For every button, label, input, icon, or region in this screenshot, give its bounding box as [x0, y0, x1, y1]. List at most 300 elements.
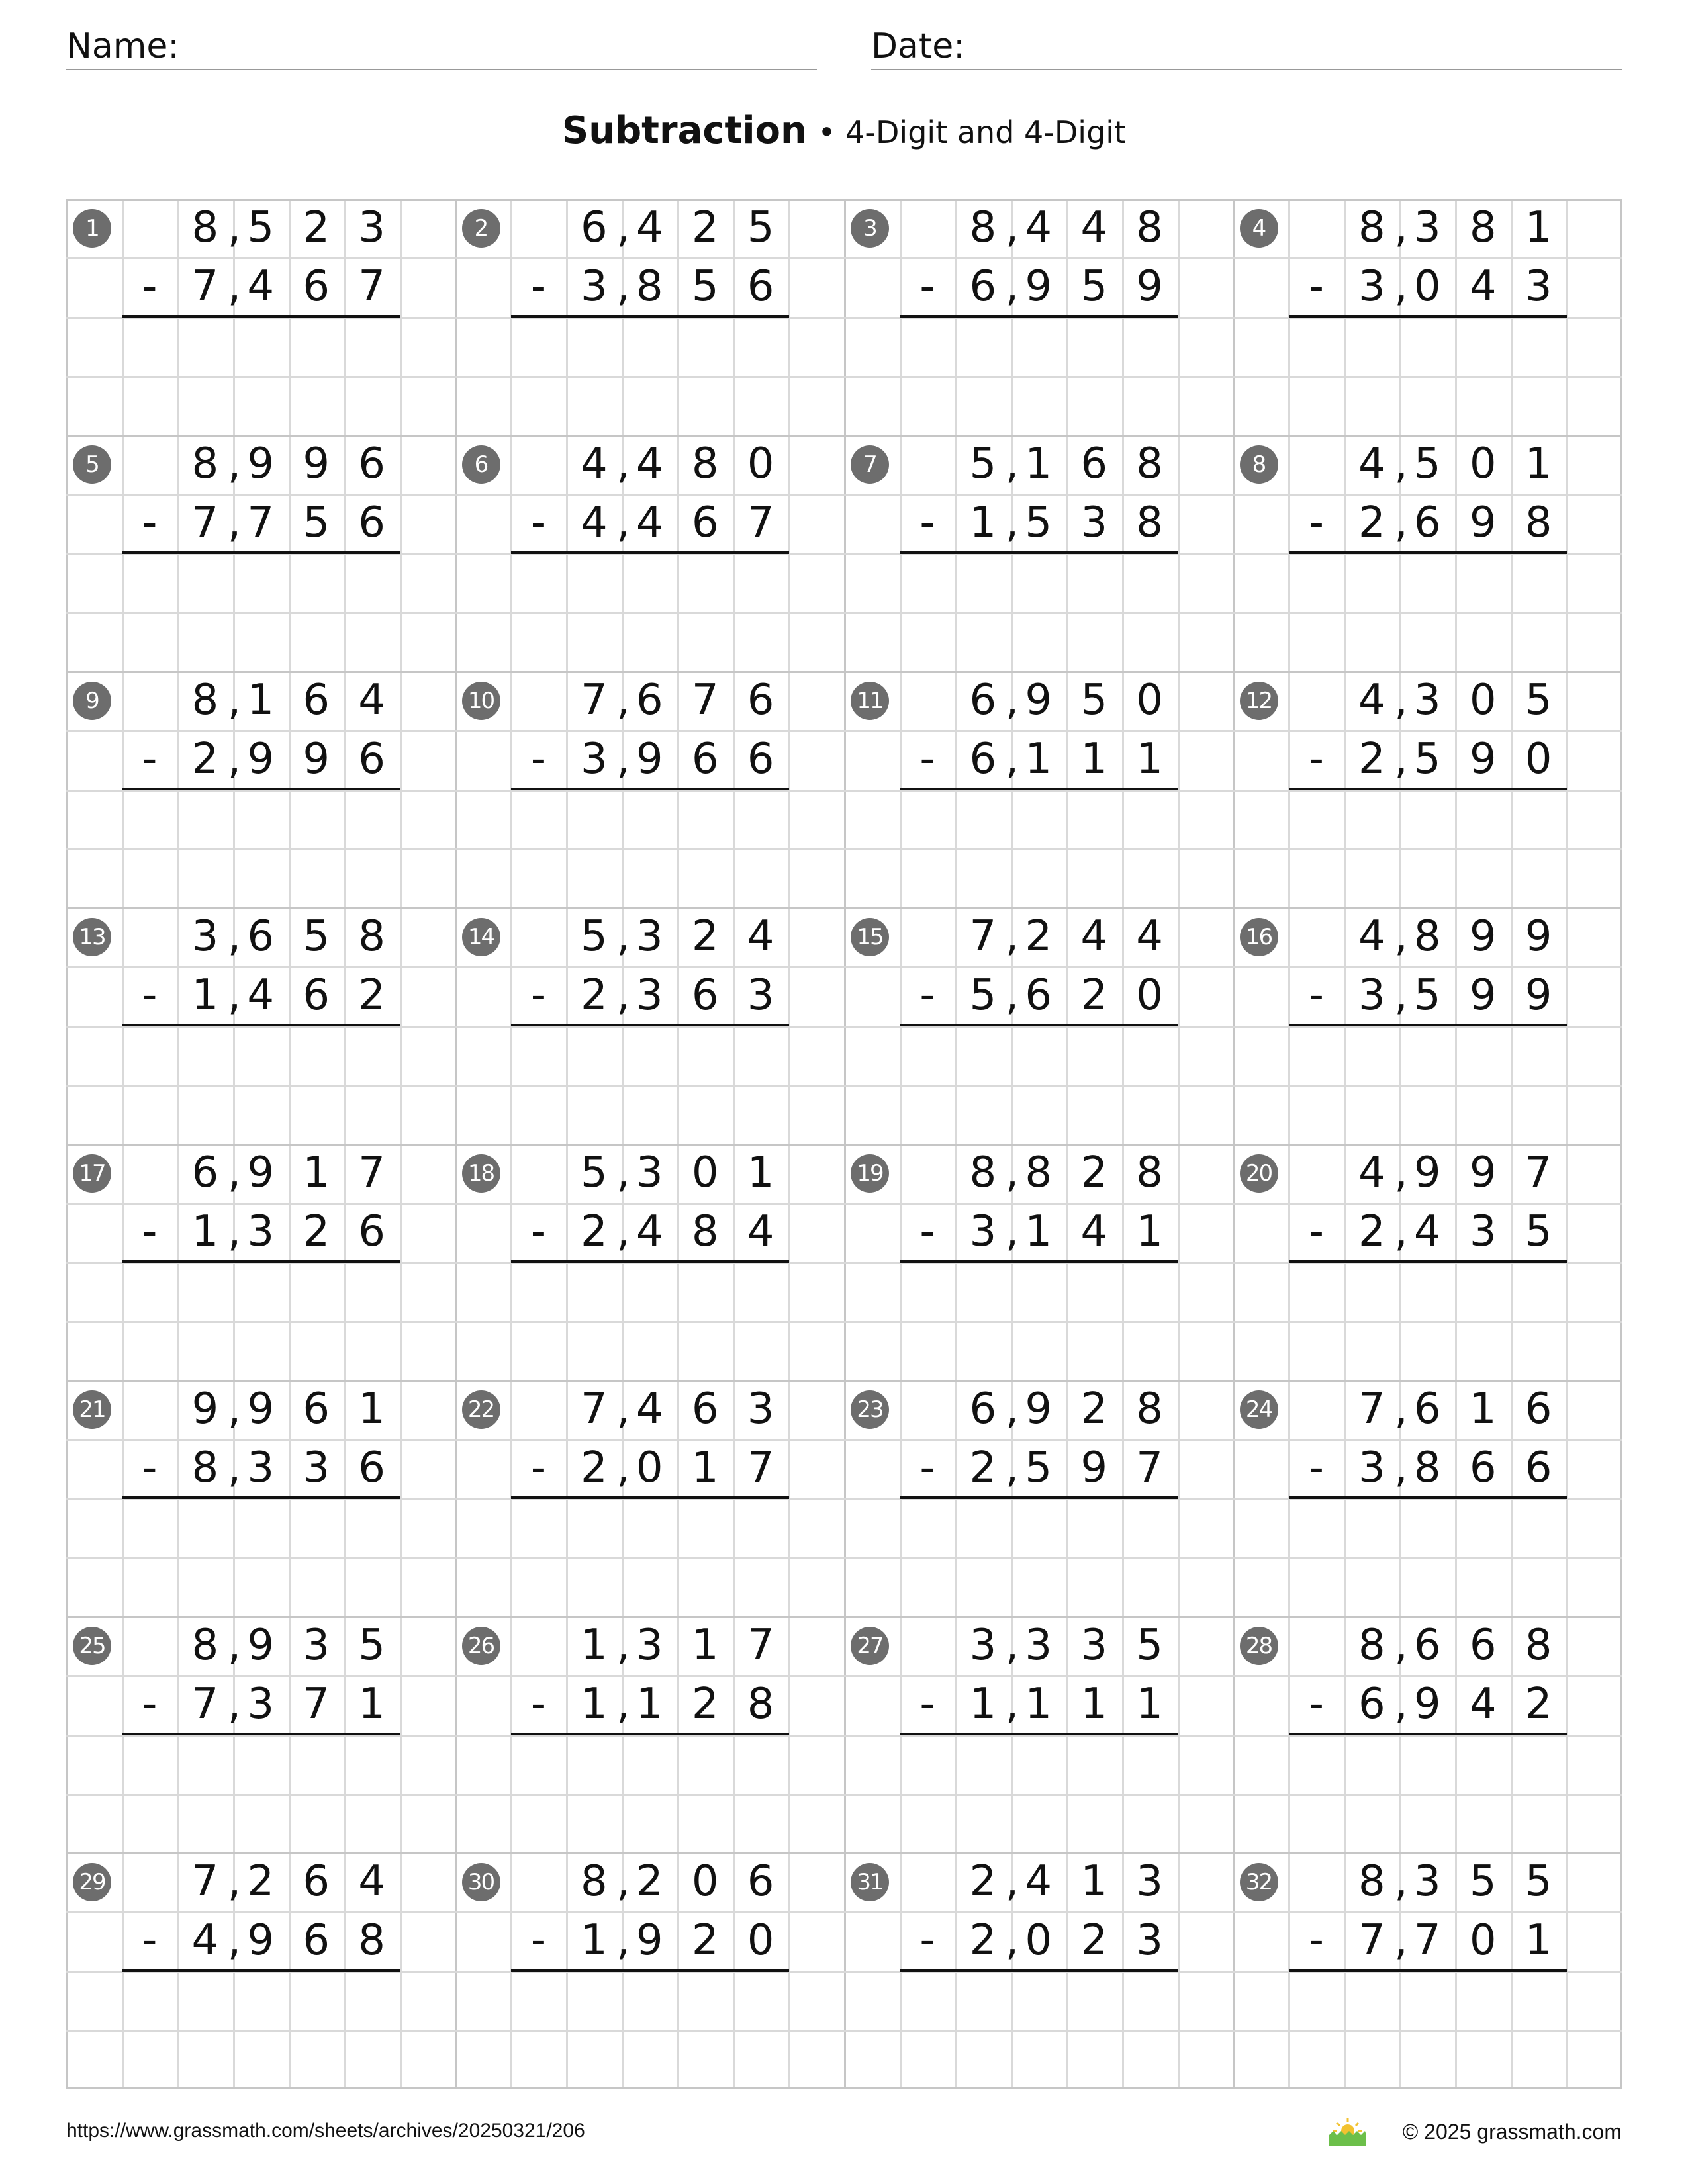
bottom-digit: 4 [247, 971, 275, 1021]
top-digit: 6 [1524, 1385, 1552, 1433]
top-comma: , [616, 1621, 630, 1670]
bottom-digit: 9 [303, 735, 330, 784]
bottom-digit: 9 [635, 1916, 663, 1966]
top-comma: , [227, 439, 242, 488]
bottom-digit: 3 [635, 971, 663, 1021]
problem-number-badge: 22 [462, 1390, 500, 1429]
answer-line [511, 1024, 789, 1026]
problem-number-badge: 18 [462, 1154, 500, 1193]
top-digit: 4 [1358, 1148, 1385, 1197]
answer-line [122, 1496, 400, 1499]
answer-line [900, 1496, 1178, 1499]
page-title [0, 105, 1688, 159]
answer-area[interactable] [900, 320, 1178, 373]
date-label: Date: [871, 26, 965, 66]
top-digit: 8 [1413, 912, 1441, 961]
bottom-digit: 1 [635, 1680, 663, 1729]
minus-sign: - [142, 971, 158, 1021]
problem-number-badge: 14 [462, 918, 500, 956]
title-main: Subtraction [561, 109, 807, 152]
problem-number-badge: 24 [1240, 1390, 1278, 1429]
bottom-digit: 3 [747, 971, 774, 1021]
problem-number-badge: 7 [851, 445, 889, 484]
bottom-digit: 1 [1025, 1207, 1053, 1257]
bottom-digit: 3 [247, 1207, 275, 1257]
problem-22 [455, 1380, 844, 1616]
answer-area[interactable] [900, 792, 1178, 846]
minus-sign: - [919, 735, 935, 784]
bottom-digit: 7 [303, 1680, 330, 1729]
bottom-digit: 7 [1136, 1443, 1163, 1493]
bottom-digit: 9 [1524, 971, 1552, 1021]
bottom-digit: 9 [1413, 1680, 1441, 1729]
bottom-comma: , [616, 1443, 630, 1493]
top-digit: 8 [191, 1621, 219, 1670]
problem-number-badge: 6 [462, 445, 500, 484]
bottom-digit: 2 [691, 1916, 719, 1966]
top-digit: 6 [303, 676, 330, 725]
date-field[interactable] [871, 24, 1622, 70]
answer-line [511, 788, 789, 790]
bottom-digit: 6 [1025, 971, 1053, 1021]
top-digit: 1 [1524, 203, 1552, 252]
bottom-digit: 7 [1413, 1916, 1441, 1966]
top-digit: 6 [969, 1385, 997, 1433]
problem-5 [66, 435, 455, 671]
answer-area[interactable] [1288, 1265, 1566, 1318]
bottom-digit: 2 [191, 735, 219, 784]
top-digit: 6 [247, 912, 275, 961]
top-digit: 8 [1524, 1621, 1552, 1670]
problem-number-badge: 13 [73, 918, 111, 956]
answer-line [900, 1969, 1178, 1972]
minus-sign: - [530, 735, 546, 784]
top-digit: 6 [1469, 1621, 1497, 1670]
top-comma: , [1005, 439, 1019, 488]
answer-line [1289, 1260, 1567, 1263]
top-digit: 5 [747, 203, 774, 252]
bottom-digit: 2 [358, 971, 385, 1021]
bottom-digit: 2 [1358, 1207, 1385, 1257]
top-digit: 3 [1413, 203, 1441, 252]
problem-3 [844, 199, 1233, 435]
bottom-comma: , [616, 498, 630, 548]
answer-line [1289, 1969, 1567, 1972]
problem-number-badge: 1 [73, 209, 111, 248]
top-digit: 1 [747, 1148, 774, 1197]
top-digit: 8 [580, 1857, 608, 1906]
bottom-digit: 1 [691, 1443, 719, 1493]
answer-line [1289, 1496, 1567, 1499]
top-digit: 8 [1358, 1621, 1385, 1670]
answer-line [1289, 1733, 1567, 1735]
top-digit: 7 [580, 676, 608, 725]
bottom-comma: , [227, 498, 242, 548]
answer-area[interactable] [1288, 1974, 1566, 2027]
answer-area[interactable] [1288, 556, 1566, 610]
bottom-digit: 5 [1413, 971, 1441, 1021]
problem-number-badge: 26 [462, 1627, 500, 1665]
bottom-digit: 9 [1469, 735, 1497, 784]
bottom-digit: 1 [1136, 735, 1163, 784]
answer-area[interactable] [900, 556, 1178, 610]
problem-11 [844, 671, 1233, 907]
top-comma: , [1005, 203, 1019, 252]
top-comma: , [1394, 1857, 1408, 1906]
problem-number-badge: 3 [851, 209, 889, 248]
top-digit: 7 [1524, 1148, 1552, 1197]
bottom-digit: 5 [1524, 1207, 1552, 1257]
top-digit: 4 [358, 676, 385, 725]
top-digit: 4 [358, 1857, 385, 1906]
top-digit: 6 [303, 1385, 330, 1433]
top-digit: 5 [969, 439, 997, 488]
bottom-digit: 3 [580, 735, 608, 784]
bottom-digit: 1 [191, 1207, 219, 1257]
top-digit: 3 [747, 1385, 774, 1433]
top-digit: 5 [580, 912, 608, 961]
answer-area[interactable] [1288, 1737, 1566, 1791]
bottom-digit: 7 [1358, 1916, 1385, 1966]
minus-sign: - [919, 498, 935, 548]
top-digit: 9 [247, 1385, 275, 1433]
bottom-digit: 6 [358, 498, 385, 548]
minus-sign: - [919, 1680, 935, 1729]
bottom-comma: , [616, 1207, 630, 1257]
bottom-comma: , [1394, 735, 1408, 784]
top-digit: 3 [191, 912, 219, 961]
top-digit: 6 [691, 1385, 719, 1433]
top-digit: 8 [1025, 1148, 1053, 1197]
top-digit: 2 [969, 1857, 997, 1906]
top-comma: , [1394, 1621, 1408, 1670]
bottom-digit: 0 [1025, 1916, 1053, 1966]
top-comma: , [1394, 912, 1408, 961]
top-digit: 9 [1524, 912, 1552, 961]
answer-area[interactable] [122, 1974, 400, 2027]
top-digit: 3 [635, 1148, 663, 1197]
bottom-digit: 6 [747, 262, 774, 312]
bottom-digit: 6 [358, 1207, 385, 1257]
problem-8 [1233, 435, 1622, 671]
bottom-comma: , [227, 1916, 242, 1966]
top-digit: 7 [1358, 1385, 1385, 1433]
bottom-digit: 6 [1524, 1443, 1552, 1493]
answer-area[interactable] [510, 1028, 788, 1082]
top-digit: 9 [1413, 1148, 1441, 1197]
minus-sign: - [1308, 1443, 1324, 1493]
bottom-digit: 6 [1469, 1443, 1497, 1493]
bottom-digit: 6 [303, 971, 330, 1021]
answer-line [900, 788, 1178, 790]
top-digit: 4 [1358, 439, 1385, 488]
top-digit: 9 [247, 439, 275, 488]
bottom-digit: 5 [1080, 262, 1108, 312]
answer-area[interactable] [510, 556, 788, 610]
top-digit: 2 [691, 912, 719, 961]
minus-sign: - [142, 1680, 158, 1729]
bottom-digit: 1 [1080, 1680, 1108, 1729]
top-digit: 6 [191, 1148, 219, 1197]
bottom-comma: , [1005, 262, 1019, 312]
top-digit: 3 [1413, 1857, 1441, 1906]
minus-sign: - [530, 1680, 546, 1729]
problem-number-badge: 16 [1240, 918, 1278, 956]
top-digit: 5 [303, 912, 330, 961]
bottom-digit: 3 [1080, 498, 1108, 548]
problem-number-badge: 27 [851, 1627, 889, 1665]
bottom-digit: 6 [747, 735, 774, 784]
answer-area[interactable] [510, 320, 788, 373]
top-comma: , [1394, 203, 1408, 252]
answer-area[interactable] [510, 1501, 788, 1555]
answer-area[interactable] [1288, 792, 1566, 846]
top-digit: 7 [969, 912, 997, 961]
bottom-digit: 4 [635, 498, 663, 548]
bottom-digit: 0 [747, 1916, 774, 1966]
bottom-digit: 2 [580, 1443, 608, 1493]
minus-sign: - [1308, 1207, 1324, 1257]
bottom-digit: 5 [1413, 735, 1441, 784]
bottom-digit: 9 [247, 1916, 275, 1966]
bottom-digit: 1 [580, 1916, 608, 1966]
top-comma: , [227, 912, 242, 961]
problem-number-badge: 15 [851, 918, 889, 956]
problem-2 [455, 199, 844, 435]
bottom-digit: 3 [247, 1443, 275, 1493]
top-digit: 8 [1136, 1385, 1163, 1433]
answer-line [900, 1260, 1178, 1263]
bottom-digit: 7 [191, 498, 219, 548]
answer-area[interactable] [1288, 320, 1566, 373]
answer-area[interactable] [122, 1265, 400, 1318]
bottom-digit: 9 [247, 735, 275, 784]
top-digit: 8 [969, 203, 997, 252]
minus-sign: - [1308, 1916, 1324, 1966]
bottom-digit: 1 [191, 971, 219, 1021]
top-digit: 9 [1025, 1385, 1053, 1433]
answer-area[interactable] [122, 1028, 400, 1082]
answer-area[interactable] [900, 1974, 1178, 2027]
answer-area[interactable] [900, 1737, 1178, 1791]
problem-number-badge: 19 [851, 1154, 889, 1193]
bottom-digit: 2 [1080, 1916, 1108, 1966]
answer-area[interactable] [122, 792, 400, 846]
top-digit: 0 [691, 1148, 719, 1197]
bottom-digit: 1 [969, 498, 997, 548]
answer-area[interactable] [510, 1265, 788, 1318]
top-digit: 0 [1469, 439, 1497, 488]
grass-sun-logo-icon [1327, 2115, 1369, 2147]
minus-sign: - [142, 735, 158, 784]
bottom-digit: 6 [1413, 498, 1441, 548]
top-digit: 6 [1080, 439, 1108, 488]
bottom-digit: 5 [969, 971, 997, 1021]
bottom-comma: , [1394, 262, 1408, 312]
bottom-digit: 1 [969, 1680, 997, 1729]
top-digit: 6 [580, 203, 608, 252]
bottom-digit: 2 [303, 1207, 330, 1257]
problem-29 [66, 1852, 455, 2089]
problem-20 [1233, 1144, 1622, 1380]
top-digit: 2 [303, 203, 330, 252]
top-digit: 5 [1080, 676, 1108, 725]
answer-area[interactable] [1288, 1501, 1566, 1555]
top-comma: , [227, 1385, 242, 1433]
bottom-digit: 1 [1080, 735, 1108, 784]
answer-line [900, 1733, 1178, 1735]
bottom-digit: 7 [191, 262, 219, 312]
bottom-digit: 8 [691, 1207, 719, 1257]
top-digit: 1 [1025, 439, 1053, 488]
bottom-digit: 8 [747, 1680, 774, 1729]
answer-area[interactable] [510, 1737, 788, 1791]
answer-area[interactable] [900, 1028, 1178, 1082]
bottom-digit: 8 [635, 262, 663, 312]
bottom-digit: 8 [1524, 498, 1552, 548]
title-subtitle: • 4-Digit and 4-Digit [818, 114, 1127, 150]
top-digit: 8 [1469, 203, 1497, 252]
bottom-digit: 6 [1358, 1680, 1385, 1729]
bottom-digit: 5 [691, 262, 719, 312]
problem-number-badge: 8 [1240, 445, 1278, 484]
problem-number-badge: 11 [851, 682, 889, 720]
bottom-comma: , [1005, 1443, 1019, 1493]
answer-area[interactable] [510, 1974, 788, 2027]
bottom-digit: 2 [580, 971, 608, 1021]
bottom-comma: , [227, 1443, 242, 1493]
bottom-digit: 4 [191, 1916, 219, 1966]
bottom-digit: 1 [358, 1680, 385, 1729]
top-digit: 4 [1025, 203, 1053, 252]
answer-line [1289, 788, 1567, 790]
bottom-digit: 9 [1136, 262, 1163, 312]
top-digit: 4 [747, 912, 774, 961]
problem-28 [1233, 1616, 1622, 1852]
answer-line [511, 551, 789, 554]
bottom-comma: , [616, 1680, 630, 1729]
bottom-digit: 1 [1136, 1207, 1163, 1257]
bottom-digit: 2 [969, 1443, 997, 1493]
bottom-comma: , [616, 1916, 630, 1966]
bottom-digit: 3 [303, 1443, 330, 1493]
problem-number-badge: 5 [73, 445, 111, 484]
top-digit: 0 [691, 1857, 719, 1906]
top-digit: 5 [358, 1621, 385, 1670]
bottom-digit: 8 [1136, 498, 1163, 548]
top-comma: , [1005, 1385, 1019, 1433]
bottom-comma: , [1394, 1680, 1408, 1729]
answer-area[interactable] [1288, 1028, 1566, 1082]
bottom-digit: 6 [691, 498, 719, 548]
problem-25 [66, 1616, 455, 1852]
bottom-digit: 6 [358, 1443, 385, 1493]
bottom-digit: 0 [1413, 262, 1441, 312]
bottom-digit: 7 [247, 498, 275, 548]
bottom-digit: 4 [1469, 1680, 1497, 1729]
bottom-digit: 4 [635, 1207, 663, 1257]
top-digit: 3 [303, 1621, 330, 1670]
problem-7 [844, 435, 1233, 671]
top-comma: , [616, 676, 630, 725]
top-digit: 5 [1469, 1857, 1497, 1906]
top-digit: 2 [1080, 1148, 1108, 1197]
bottom-comma: , [1394, 498, 1408, 548]
top-comma: , [1005, 912, 1019, 961]
answer-area[interactable] [900, 1265, 1178, 1318]
minus-sign: - [142, 498, 158, 548]
top-digit: 1 [358, 1385, 385, 1433]
top-digit: 8 [1358, 203, 1385, 252]
bottom-digit: 3 [1358, 262, 1385, 312]
worksheet-grid [66, 199, 1622, 2089]
top-comma: , [616, 1857, 630, 1906]
answer-line [900, 551, 1178, 554]
bottom-comma: , [1394, 1916, 1408, 1966]
answer-area[interactable] [122, 556, 400, 610]
answer-line [1289, 315, 1567, 318]
bottom-digit: 5 [1025, 1443, 1053, 1493]
top-digit: 4 [580, 439, 608, 488]
bottom-digit: 2 [1358, 735, 1385, 784]
problem-9 [66, 671, 455, 907]
top-digit: 8 [191, 203, 219, 252]
top-digit: 9 [1469, 912, 1497, 961]
answer-area[interactable] [900, 1501, 1178, 1555]
answer-area[interactable] [122, 320, 400, 373]
top-digit: 3 [1025, 1621, 1053, 1670]
bottom-digit: 6 [969, 735, 997, 784]
minus-sign: - [142, 1916, 158, 1966]
bottom-digit: 3 [1358, 1443, 1385, 1493]
problem-19 [844, 1144, 1233, 1380]
name-label: Name: [66, 26, 179, 66]
top-comma: , [227, 1621, 242, 1670]
top-digit: 1 [247, 676, 275, 725]
name-field[interactable] [66, 24, 817, 70]
answer-line [900, 315, 1178, 318]
top-digit: 4 [1080, 203, 1108, 252]
bottom-digit: 3 [580, 262, 608, 312]
bottom-digit: 1 [580, 1680, 608, 1729]
bottom-digit: 8 [1413, 1443, 1441, 1493]
answer-area[interactable] [510, 792, 788, 846]
top-digit: 7 [358, 1148, 385, 1197]
top-comma: , [227, 1857, 242, 1906]
problem-27 [844, 1616, 1233, 1852]
bottom-digit: 9 [1469, 498, 1497, 548]
bottom-digit: 9 [1469, 971, 1497, 1021]
top-digit: 2 [1080, 1385, 1108, 1433]
top-digit: 5 [1524, 676, 1552, 725]
top-digit: 3 [635, 912, 663, 961]
bottom-comma: , [1005, 971, 1019, 1021]
answer-area[interactable] [122, 1501, 400, 1555]
problem-32 [1233, 1852, 1622, 2089]
bottom-digit: 0 [1136, 971, 1163, 1021]
answer-line [122, 1024, 400, 1026]
top-comma: , [227, 676, 242, 725]
top-digit: 6 [358, 439, 385, 488]
bottom-digit: 7 [747, 1443, 774, 1493]
problem-30 [455, 1852, 844, 2089]
top-comma: , [1005, 676, 1019, 725]
problem-26 [455, 1616, 844, 1852]
answer-area[interactable] [122, 1737, 400, 1791]
top-comma: , [616, 1148, 630, 1197]
top-digit: 4 [635, 1385, 663, 1433]
problem-number-badge: 10 [462, 682, 500, 720]
